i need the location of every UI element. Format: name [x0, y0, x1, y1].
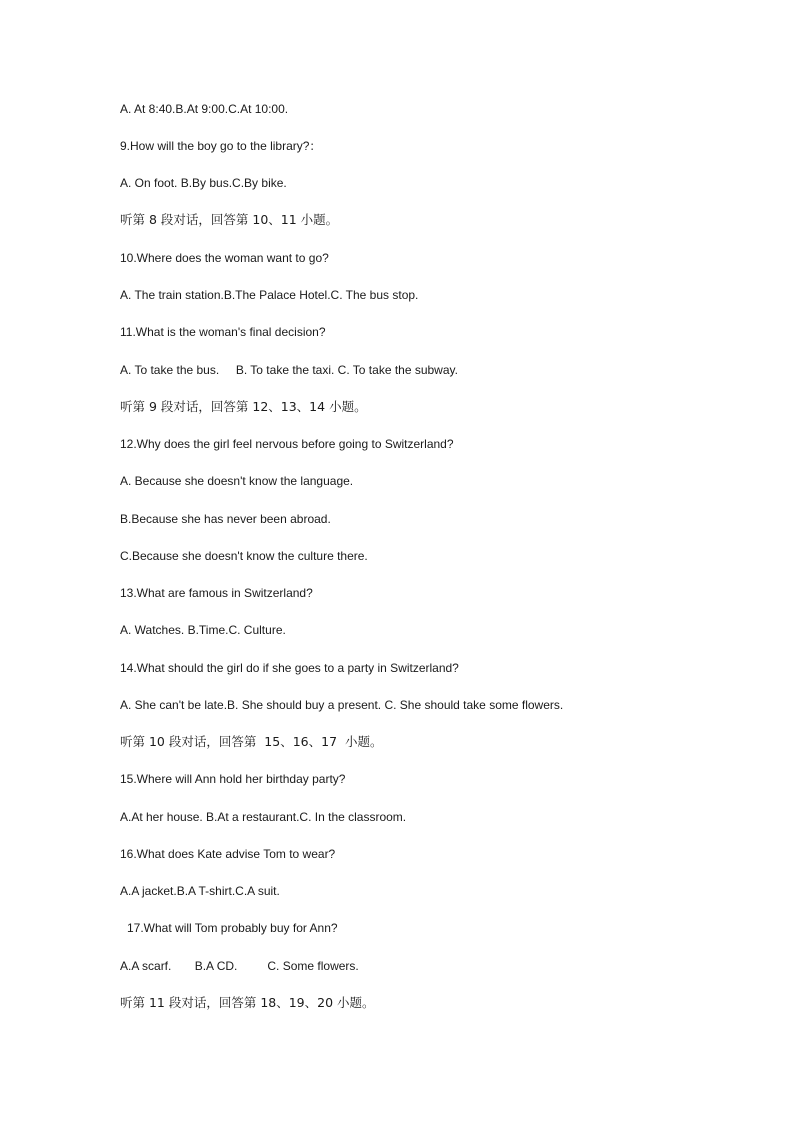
q17-options: A.A scarf. B.A CD. C. Some flowers.	[120, 959, 359, 973]
q11-options: A. To take the bus. B. To take the taxi. C. To take the subway.	[120, 363, 458, 377]
q14-question: 14.What should the girl do if she goes to a party in Switzerland?	[120, 661, 459, 675]
q13-options: A. Watches. B.Time.C. Culture.	[120, 623, 286, 637]
q12-question: 12.Why does the girl feel nervous before going to Switzerland?	[120, 437, 454, 451]
q11-question: 11.What is the woman's final decision?	[120, 325, 326, 339]
q10-options: A. The train station.B.The Palace Hotel.C. The bus stop.	[120, 288, 419, 302]
q10-question: 10.Where does the woman want to go?	[120, 251, 329, 265]
q8-options: A. At 8:40.B.At 9:00.C.At 10:00.	[120, 102, 289, 116]
q9-options: A. On foot. B.By bus.C.By bike.	[120, 176, 287, 190]
section-8-instruction: 听第 8 段对话，回答第 10、11 小题。	[120, 212, 339, 227]
q12-option-c: C.Because she doesn't know the culture there.	[120, 549, 368, 563]
section-11-instruction: 听第 11 段对话，回答第 18、19、20 小题。	[120, 995, 375, 1010]
q9-question: 9.How will the boy go to the library?：	[120, 139, 322, 153]
q15-options: A.At her house. B.At a restaurant.C. In the classroom.	[120, 810, 407, 824]
q16-options: A.A jacket.B.A T-shirt.C.A suit.	[120, 884, 280, 898]
q12-option-b: B.Because she has never been abroad.	[120, 512, 331, 526]
q17-question: 17.What will Tom probably buy for Ann?	[127, 921, 338, 935]
section-9-instruction: 听第 9 段对话，回答第 12、13、14 小题。	[120, 399, 367, 414]
q14-options: A. She can't be late.B. She should buy a present. C. She should take some flowers.	[120, 698, 564, 712]
q12-option-a: A. Because she doesn't know the language.	[120, 474, 354, 488]
q13-question: 13.What are famous in Switzerland?	[120, 586, 313, 600]
q15-question: 15.Where will Ann hold her birthday party?	[120, 772, 346, 786]
q16-question: 16.What does Kate advise Tom to wear?	[120, 847, 336, 861]
section-10-instruction: 听第 10 段对话，回答第 15、16、17 小题。	[120, 734, 383, 749]
